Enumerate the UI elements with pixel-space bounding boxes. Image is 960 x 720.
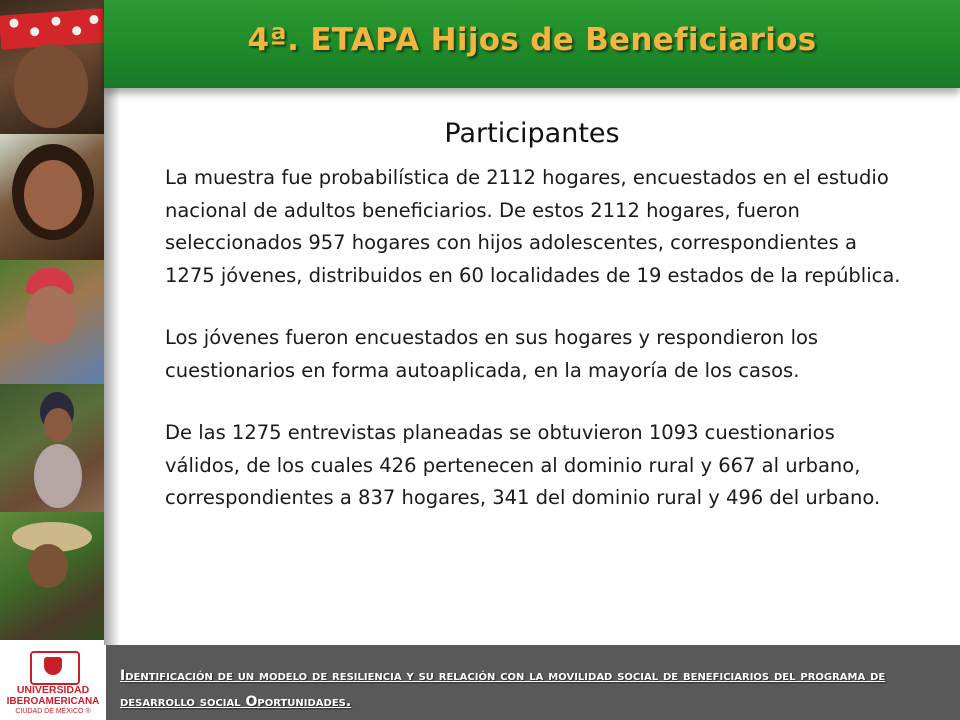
section-heading: Participantes (444, 118, 620, 149)
university-logo (0, 645, 106, 720)
university-logo-icon (30, 651, 80, 685)
footer-project-title: Identificación de un modelo de resiliencia y su relación con la movilidad social de beneficiarios del programa de desarrollo social Oportunidades. (120, 668, 886, 710)
strip-shadow (104, 86, 120, 646)
title-bar (104, 0, 960, 88)
photo-elder-man (0, 0, 104, 134)
photo-strip (0, 0, 104, 640)
photo-woman (0, 134, 104, 260)
paragraph-sample: La muestra fue probabilística de 2112 hogares, encuestados en el estudio nacional de adultos beneficiarios. De estos 2112 hogares, fueron seleccionados 957 hogares con hijos adolescentes, correspondientes a 1275 jóvenes, distribuidos en 60 localidades de 19 estados de la república. (165, 166, 901, 287)
photo-farmer-in-field (0, 512, 104, 640)
paragraph-results: De las 1275 entrevistas planeadas se obtuvieron 1093 cuestionarios válidos, de los cuales 426 pertenecen al dominio rural y 667 al urbano, correspondientes a 837 hogares, 341 del dominio rural y 496 del urbano. (165, 421, 881, 509)
footer-bar (0, 645, 960, 720)
logo-line-1: UNIVERSIDAD (16, 684, 90, 696)
photo-man-with-cap (0, 260, 104, 384)
slide-title: 4ª. ETAPA Hijos de Beneficiarios (247, 22, 817, 58)
slide-content (165, 162, 905, 545)
paragraph-method: Los jóvenes fueron encuestados en sus hogares y respondieron los cuestionarios en forma autoaplicada, en la mayoría de los casos. (165, 326, 819, 382)
logo-line-2: IBEROAMERICANA (6, 696, 100, 707)
photo-woman-with-child (0, 384, 104, 512)
logo-line-3: CIUDAD DE MÉXICO ® (15, 708, 91, 715)
